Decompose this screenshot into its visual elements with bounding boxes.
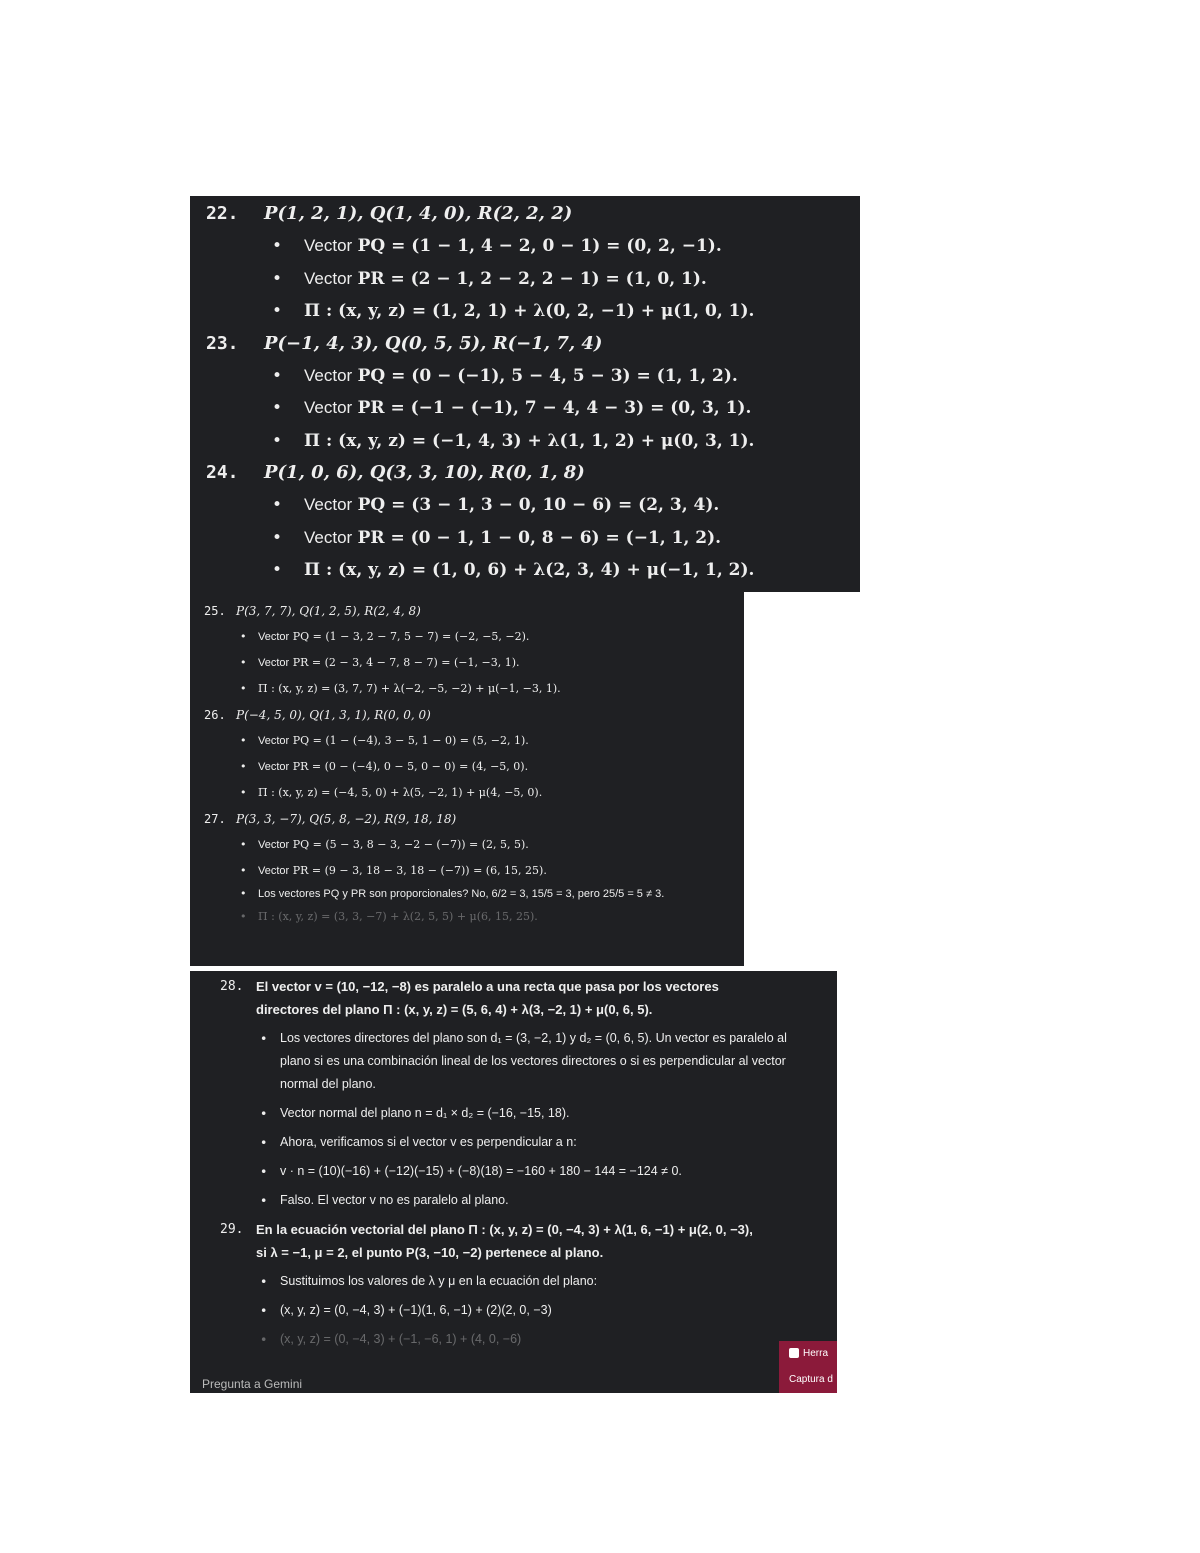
notification-text: Captura d [789, 1374, 833, 1385]
problem-26 [204, 702, 744, 806]
bullet-math: Π : (x, y, z) = (1, 0, 6) + λ(2, 3, 4) + μ(−1, 1, 2). [304, 560, 755, 580]
bullet-item [220, 1160, 837, 1183]
bullet-label: Vector [258, 865, 290, 877]
bullet-label: Vector [304, 495, 353, 514]
bullet-icon: • [272, 365, 283, 386]
bullet-math: PQ = (1 − (−4), 3 − 5, 1 − 0) = (5, −2, 1). [292, 734, 529, 747]
bullet-icon: • [260, 1135, 268, 1150]
bullet-item [204, 904, 744, 930]
bullet-math: Π : (x, y, z) = (−1, 4, 3) + λ(1, 1, 2) + μ(0, 3, 1). [304, 430, 755, 451]
bullet-item [220, 1027, 837, 1096]
bullet-icon: • [260, 1164, 268, 1179]
problem-statement: El vector v = (10, −12, −8) es paralelo a una recta que pasa por los vectores directores del plano Π : (x, y, z) = (5, 6, 4) + λ(3, −2, 1) + μ(0, 6, 5). [256, 979, 719, 1017]
problem-header [204, 598, 744, 624]
bullet-math: PQ = (1 − 3, 2 − 7, 5 − 7) = (−2, −5, −2). [292, 630, 530, 643]
bullet-icon: • [260, 1193, 268, 1208]
bullet-icon: • [272, 527, 283, 548]
bullet-text: Falso. El vector v no es paralelo al plano. [280, 1193, 509, 1207]
bullet-icon: • [272, 236, 283, 256]
bullet-icon: • [240, 734, 247, 747]
bullet-math: PR = (2 − 1, 2 − 2, 2 − 1) = (1, 0, 1). [357, 268, 707, 289]
bullet-math: PR = (−1 − (−1), 7 − 4, 4 − 3) = (0, 3, 1). [357, 398, 752, 418]
bullet-label: Vector [304, 236, 353, 255]
bullet-math: Π : (x, y, z) = (1, 2, 1) + λ(0, 2, −1) + μ(1, 0, 1). [304, 301, 755, 321]
gemini-prompt-input[interactable]: Pregunta a Gemini [202, 1377, 303, 1391]
bullet-label: Vector [258, 839, 290, 851]
problem-25 [204, 598, 744, 702]
problem-points: P(−1, 4, 3), Q(0, 5, 5), R(−1, 7, 4) [264, 332, 603, 354]
bullet-item [206, 392, 860, 425]
bullet-item [220, 1270, 837, 1293]
bullet-item [220, 1189, 837, 1212]
bullet-icon: • [240, 682, 247, 695]
problem-number: 28. [220, 979, 244, 994]
bullet-item [204, 728, 744, 754]
bullet-icon: • [272, 398, 283, 418]
bullet-label: Vector [304, 268, 353, 288]
problem-points: P(3, 7, 7), Q(1, 2, 5), R(2, 4, 8) [236, 604, 421, 618]
bullet-item [204, 650, 744, 676]
bullet-text: Ahora, verificamos si el vector v es perpendicular a n: [280, 1135, 577, 1149]
bullet-math: Π : (x, y, z) = (3, 7, 7) + λ(−2, −5, −2) + μ(−1, −3, 1). [258, 682, 561, 695]
bullet-icon: • [240, 630, 247, 643]
bullet-item [204, 780, 744, 806]
problem-24 [206, 457, 860, 587]
bullet-label: Los vectores PQ y PR son proporcionales? No, 6/2 = 3, 15/5 = 3, pero 25/5 = 5 ≠ 3. [258, 888, 665, 900]
problem-header [204, 806, 744, 832]
bullet-item [206, 360, 860, 393]
bullet-icon: • [260, 1303, 268, 1318]
problem-28 [220, 975, 837, 1212]
bullet-label: Vector [258, 735, 290, 747]
bullet-icon: • [272, 560, 283, 580]
problem-points: P(1, 2, 1), Q(1, 4, 0), R(2, 2, 2) [264, 203, 573, 224]
bullet-math: PR = (2 − 3, 4 − 7, 8 − 7) = (−1, −3, 1). [292, 656, 520, 669]
problem-header [206, 457, 860, 489]
screenshot-panel-1 [190, 196, 860, 592]
problem-number: 25. [204, 604, 226, 618]
bullet-item [220, 1299, 837, 1322]
bullet-math: PQ = (1 − 1, 4 − 2, 0 − 1) = (0, 2, −1). [357, 236, 722, 256]
bullet-icon: • [240, 656, 247, 669]
bullet-icon: • [240, 786, 247, 799]
bullet-icon: • [240, 910, 247, 923]
bullet-label: Vector [304, 527, 353, 547]
problem-points: P(−4, 5, 0), Q(1, 3, 1), R(0, 0, 0) [236, 708, 431, 722]
bullet-item [204, 754, 744, 780]
problem-number: 23. [206, 332, 239, 354]
bullet-item [204, 884, 720, 904]
bullet-text: Vector normal del plano n = d₁ × d₂ = (−16, −15, 18). [280, 1106, 570, 1120]
bullet-text: v · n = (10)(−16) + (−12)(−15) + (−8)(18) = −160 + 180 − 144 = −124 ≠ 0. [280, 1164, 682, 1178]
bullet-icon: • [240, 760, 247, 773]
problem-number: 24. [206, 462, 239, 483]
bullet-label: Vector [258, 657, 290, 669]
problem-points: P(1, 0, 6), Q(3, 3, 10), R(0, 1, 8) [264, 462, 585, 483]
bullet-icon: • [260, 1274, 268, 1289]
bullet-label: Vector [304, 398, 353, 417]
bullet-item [204, 832, 744, 858]
bullet-icon: • [260, 1332, 268, 1347]
bullet-item [220, 1328, 837, 1351]
bullet-item [204, 676, 744, 702]
bullet-icon: • [240, 864, 247, 877]
bullet-item [206, 425, 860, 458]
screenshot-panel-2 [190, 592, 744, 966]
bullet-icon: • [240, 838, 247, 851]
problem-27 [204, 806, 744, 930]
bullet-math: Π : (x, y, z) = (−4, 5, 0) + λ(5, −2, 1) + μ(4, −5, 0). [258, 786, 543, 799]
bullet-math: PR = (0 − (−4), 0 − 5, 0 − 0) = (4, −5, 0). [292, 760, 529, 773]
bullet-item [206, 263, 860, 296]
bullet-item [206, 554, 860, 587]
bullet-item [220, 1102, 837, 1125]
bullet-item [206, 230, 860, 263]
bullet-item [206, 295, 860, 328]
bullet-label: Vector [258, 631, 290, 643]
bullet-label: Vector [258, 761, 290, 773]
bullet-text: Los vectores directores del plano son d₁ = (3, −2, 1) y d₂ = (0, 6, 5). Un vector es paralelo al plano si es una combinación lineal de los vectores directores o si es perpendicular al vector normal del plano. [280, 1031, 787, 1091]
bullet-icon: • [272, 301, 283, 321]
problem-header [206, 198, 860, 230]
bullet-icon: • [272, 430, 283, 451]
problem-number: 27. [204, 812, 226, 826]
problem-number: 26. [204, 708, 226, 722]
screenshot-panel-3 [190, 971, 837, 1393]
problem-header [206, 328, 860, 360]
bullet-text: Sustituimos los valores de λ y μ en la ecuación del plano: [280, 1274, 598, 1288]
bullet-item [204, 624, 744, 650]
bullet-item [206, 522, 860, 555]
problem-header [204, 702, 744, 728]
problem-points: P(3, 3, −7), Q(5, 8, −2), R(9, 18, 18) [236, 812, 457, 826]
snipping-tool-icon [789, 1348, 799, 1358]
bullet-math: PR = (0 − 1, 1 − 0, 8 − 6) = (−1, 1, 2). [357, 527, 722, 548]
notification-title: Herra [803, 1348, 829, 1359]
problem-29 [220, 1218, 837, 1351]
bullet-icon: • [260, 1031, 268, 1046]
bullet-item [220, 1131, 837, 1154]
bullet-icon: • [272, 495, 283, 515]
snipping-tool-notification[interactable] [779, 1341, 837, 1393]
bullet-text: (x, y, z) = (0, −4, 3) + (−1, −6, 1) + (4, 0, −6) [280, 1332, 522, 1346]
bullet-text: (x, y, z) = (0, −4, 3) + (−1)(1, 6, −1) + (2)(2, 0, −3) [280, 1303, 552, 1317]
problem-header [220, 1218, 837, 1264]
bullet-math: PR = (9 − 3, 18 − 3, 18 − (−7)) = (6, 15, 25). [292, 864, 547, 877]
problem-number: 22. [206, 203, 239, 224]
bullet-item [204, 858, 744, 884]
bullet-item [206, 489, 860, 522]
bullet-icon: • [272, 268, 283, 289]
bullet-icon: • [260, 1106, 268, 1121]
bullet-label: Vector [304, 365, 353, 385]
problem-statement: En la ecuación vectorial del plano Π : (x, y, z) = (0, −4, 3) + λ(1, 6, −1) + μ(2, 0, −3), si λ = −1, μ = 2, el punto P(3, −10, −2) pertenece al plano. [256, 1222, 753, 1260]
bullet-icon: • [240, 887, 247, 900]
bullet-math: PQ = (0 − (−1), 5 − 4, 5 − 3) = (1, 1, 2). [357, 365, 738, 386]
problem-23 [206, 328, 860, 458]
problem-22 [206, 198, 860, 328]
bullet-math: PQ = (5 − 3, 8 − 3, −2 − (−7)) = (2, 5, 5). [292, 838, 529, 851]
bullet-math: Π : (x, y, z) = (3, 3, −7) + λ(2, 5, 5) + μ(6, 15, 25). [258, 910, 538, 923]
problem-number: 29. [220, 1222, 244, 1237]
bullet-math: PQ = (3 − 1, 3 − 0, 10 − 6) = (2, 3, 4). [357, 495, 720, 515]
problem-header [220, 975, 837, 1021]
